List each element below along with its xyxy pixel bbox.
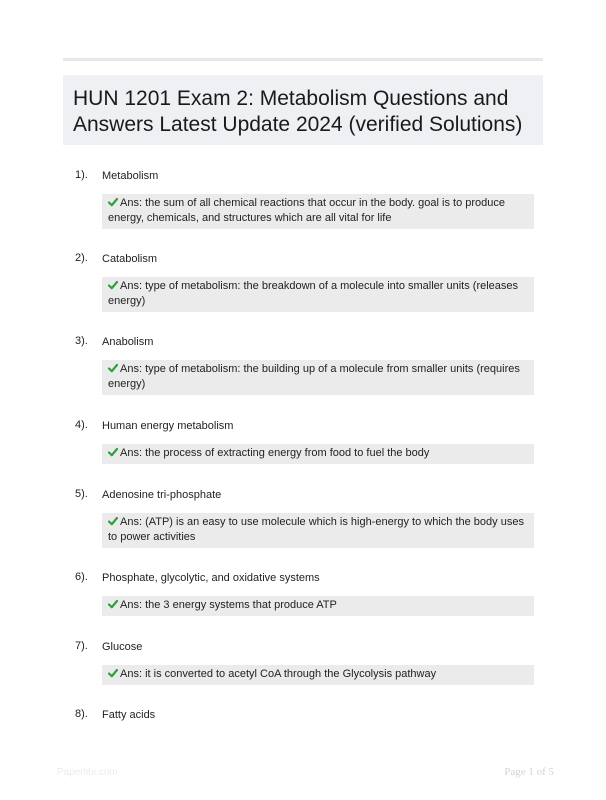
- checkmark-icon: [108, 197, 118, 207]
- answer-text: Ans: the process of extracting energy from food to fuel the body: [120, 447, 430, 459]
- answer-box: [102, 360, 534, 395]
- question-number: 7).: [75, 640, 88, 652]
- answer-text: Ans: the 3 energy systems that produce ATP: [120, 599, 337, 611]
- question-number: 1).: [75, 169, 88, 181]
- question-number: 6).: [75, 571, 88, 583]
- answer-text: Ans: the sum of all chemical reactions that occur in the body. goal is to produce energy, chemicals, and structures which are all vital for life: [108, 197, 505, 224]
- checkmark-icon: [108, 516, 118, 526]
- page-title: HUN 1201 Exam 2: Metabolism Questions and Answers Latest Update 2024 (verified Solutions): [73, 87, 523, 136]
- question-number: 5).: [75, 488, 88, 500]
- question-text: Adenosine tri-phosphate: [102, 489, 222, 501]
- question-text: Human energy metabolism: [102, 420, 234, 432]
- question-number: 3).: [75, 335, 88, 347]
- answer-text: Ans: type of metabolism: the building up of a molecule from smaller units (requires energy): [108, 363, 520, 390]
- checkmark-icon: [108, 599, 118, 609]
- checkmark-icon: [108, 280, 118, 290]
- question-number: 8).: [75, 708, 88, 720]
- answer-text: Ans: type of metabolism: the breakdown of a molecule into smaller units (releases energy): [108, 280, 519, 307]
- checkmark-icon: [108, 363, 118, 373]
- checkmark-icon: [108, 447, 118, 457]
- answer-box: [102, 513, 534, 548]
- answer-box: [102, 277, 534, 312]
- answer-box: [102, 665, 534, 685]
- question-number: 2).: [75, 252, 88, 264]
- question-number: 4).: [75, 419, 88, 431]
- answer-box: [102, 444, 534, 464]
- answer-text: Ans: it is converted to acetyl CoA through the Glycolysis pathway: [120, 668, 437, 680]
- question-text: Catabolism: [102, 253, 158, 265]
- top-divider: [63, 58, 543, 61]
- answer-text: Ans: (ATP) is an easy to use molecule which is high-energy to which the body uses to power activities: [108, 516, 524, 543]
- checkmark-icon: [108, 668, 118, 678]
- question-text: Metabolism: [102, 170, 159, 182]
- answer-box: [102, 194, 534, 229]
- question-text: Glucose: [102, 641, 143, 653]
- answer-box: [102, 596, 534, 616]
- footer-watermark: Paperlibi.com: [57, 767, 118, 778]
- question-text: Fatty acids: [102, 709, 156, 721]
- question-text: Phosphate, glycolytic, and oxidative systems: [102, 572, 320, 584]
- page-indicator: Page 1 of 5: [504, 766, 554, 778]
- title-banner: [63, 75, 543, 145]
- question-text: Anabolism: [102, 336, 154, 348]
